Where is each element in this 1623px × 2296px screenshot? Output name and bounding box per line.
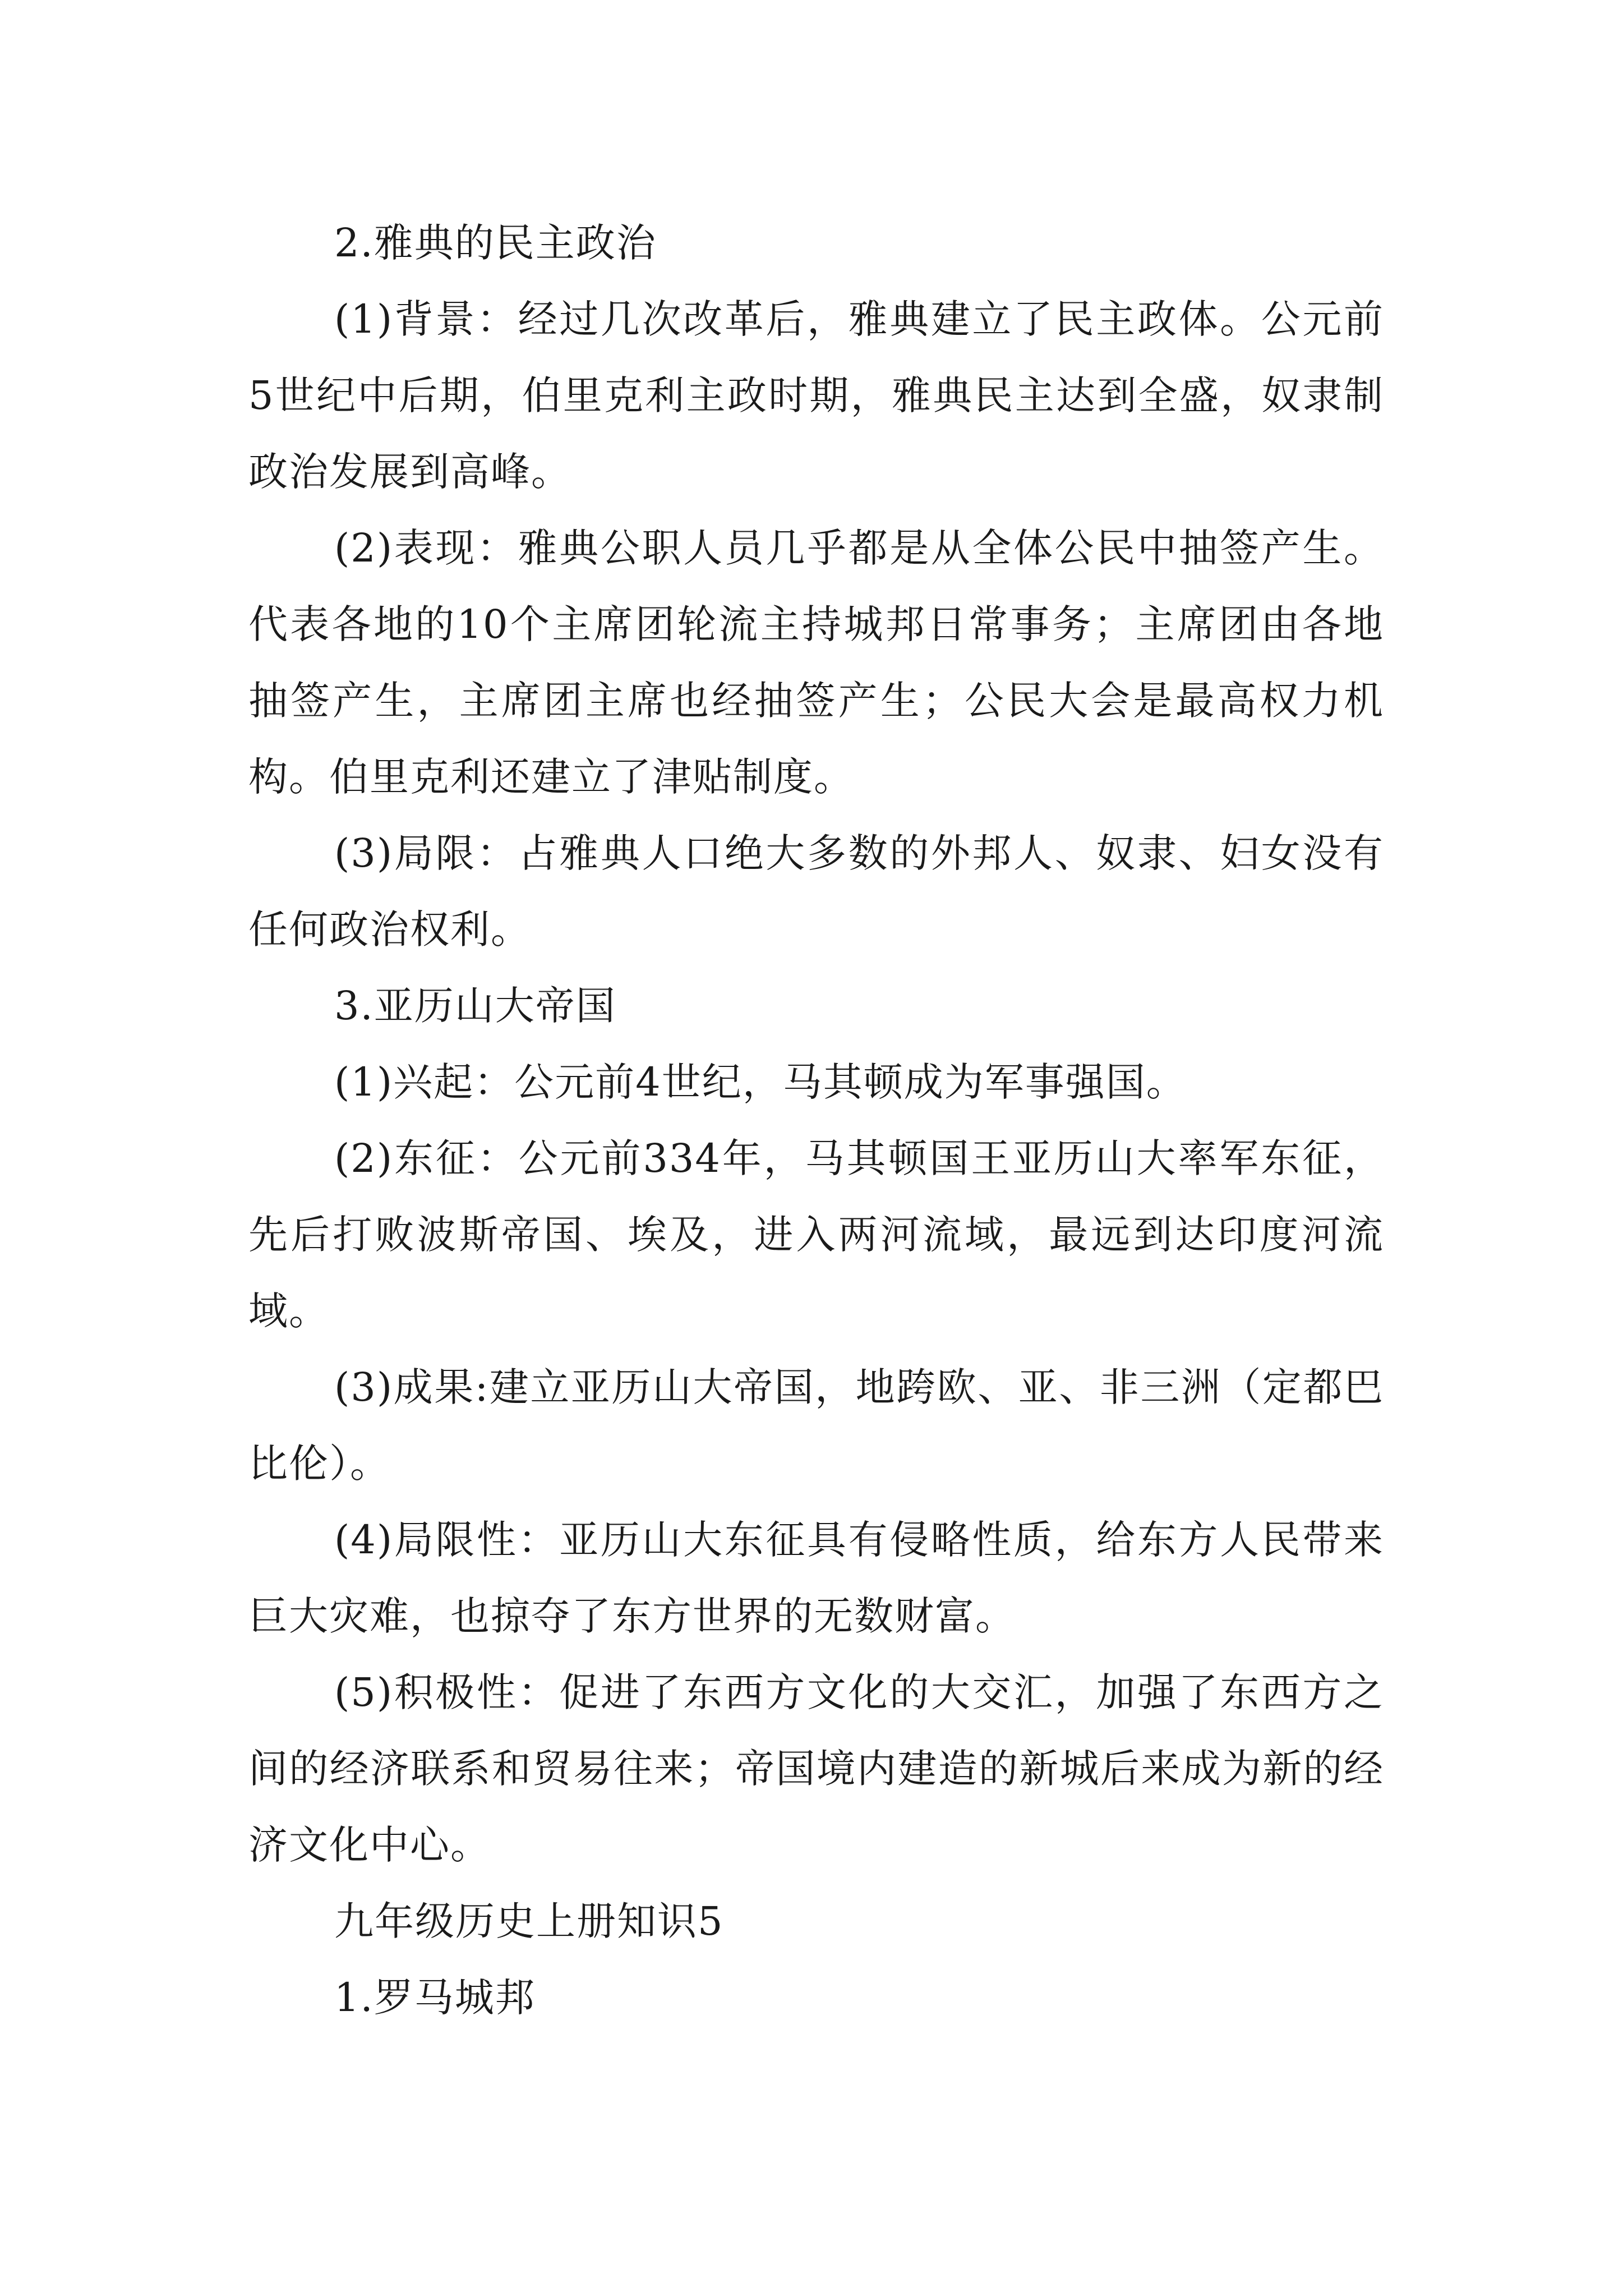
paragraph-background: (1)背景：经过几次改革后，雅典建立了民主政体。公元前5世纪中后期，伯里克利主政时期，雅典民主达到全盛，奴隶制政治发展到高峰。 (248, 296, 1384, 495)
paragraph-achievement: (3)成果:建立亚历山大帝国，地跨欧、亚、非三洲（定都巴比伦）。 (248, 1364, 1384, 1487)
section-heading-roman-city-state: 1.罗马城邦 (334, 1975, 536, 2021)
section-heading-athens-democracy: 2.雅典的民主政治 (334, 220, 657, 266)
chapter-heading-knowledge-5: 九年级历史上册知识5 (334, 1898, 724, 1944)
document-body (248, 205, 1384, 2036)
paragraph-limitation: (3)局限：占雅典人口绝大多数的外邦人、奴隶、妇女没有任何政治权利。 (248, 830, 1384, 953)
paragraph-positive-effects: (5)积极性：促进了东西方文化的大交汇，加强了东西方之间的经济联系和贸易往来；帝国境内建造的新城后来成为新的经济文化中心。 (248, 1669, 1384, 1868)
paragraph-eastern-expedition: (2)东征：公元前334年，马其顿国王亚历山大率军东征，先后打败波斯帝国、埃及，进入两河流域，最远到达印度河流域。 (248, 1135, 1384, 1334)
paragraph-limitations: (4)局限性：亚历山大东征具有侵略性质，给东方人民带来巨大灾难，也掠夺了东方世界的无数财富。 (248, 1517, 1384, 1639)
section-heading-alexander-empire: 3.亚历山大帝国 (334, 983, 616, 1029)
paragraph-manifestation: (2)表现：雅典公职人员几乎都是从全体公民中抽签产生。代表各地的10个主席团轮流主持城邦日常事务；主席团由各地抽签产生，主席团主席也经抽签产生；公民大会是最高权力机构。伯里克利还建立了津贴制度。 (248, 525, 1384, 800)
paragraph-rise: (1)兴起：公元前4世纪，马其顿成为军事强国。 (334, 1059, 1187, 1105)
